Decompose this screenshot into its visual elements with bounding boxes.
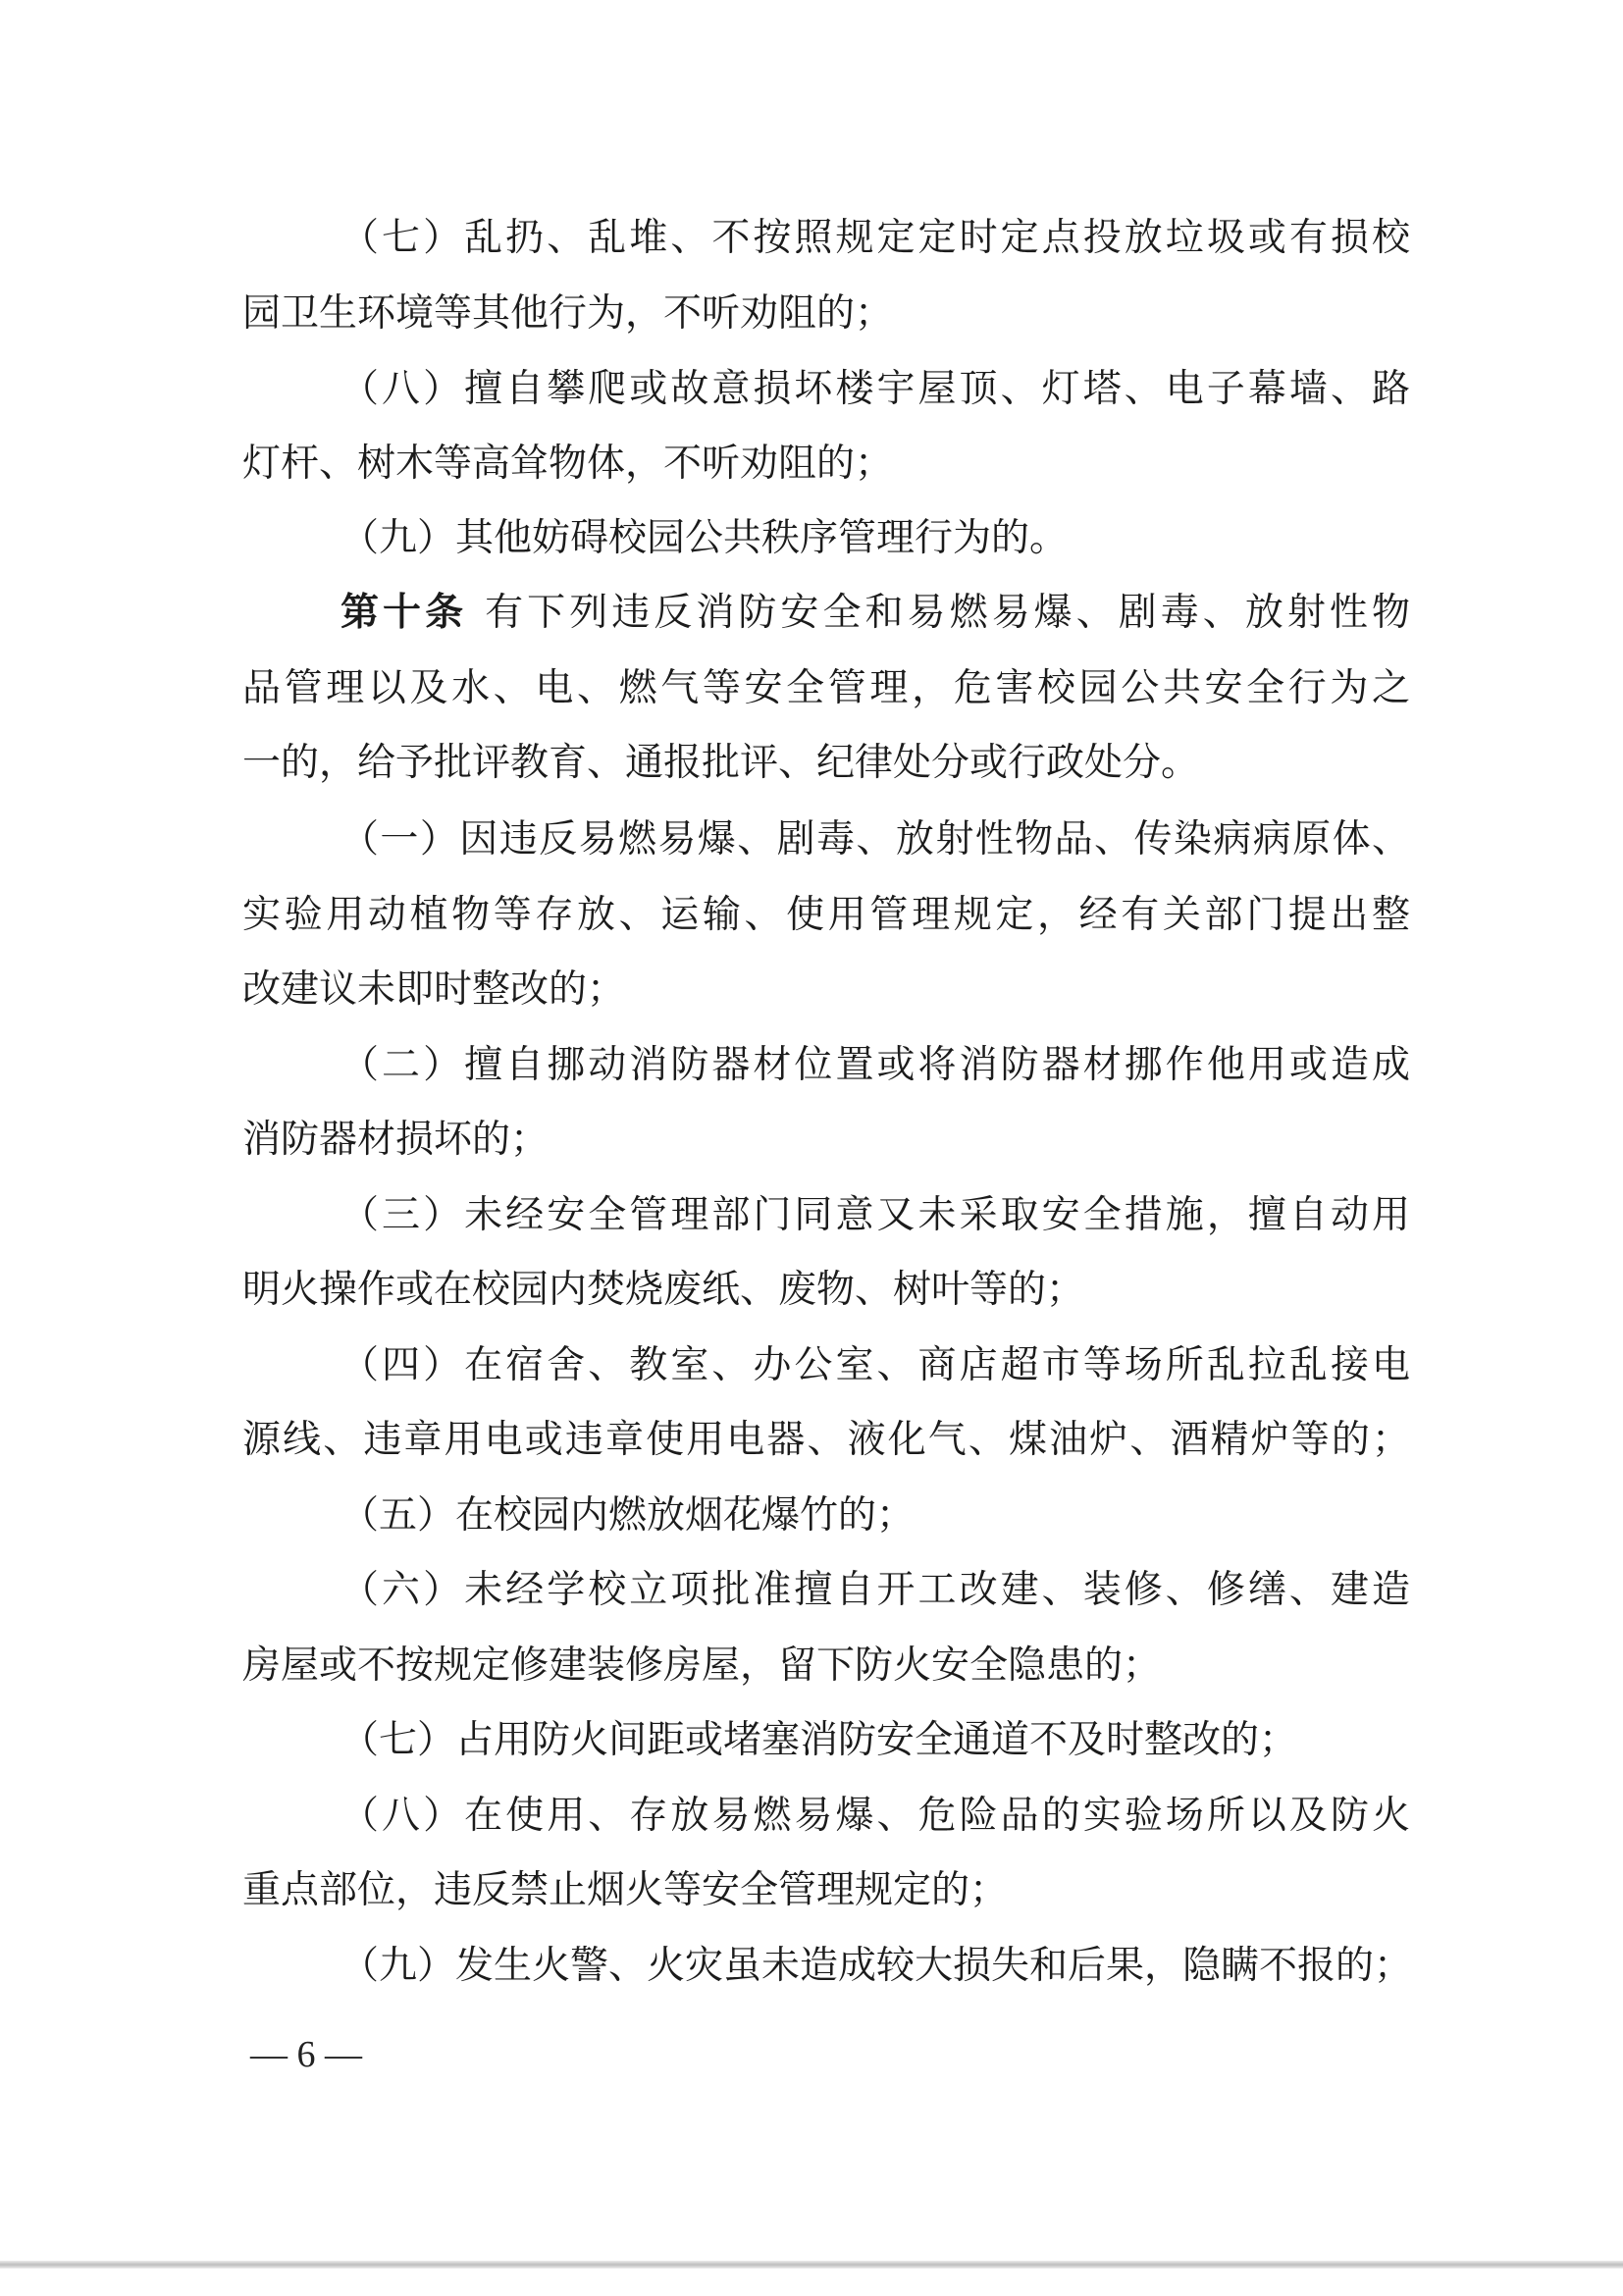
clause-line: 灯杆、树木等高耸物体，不听劝阻的；	[242, 442, 894, 486]
clause-line: （八）擅自攀爬或故意损坏楼宇屋顶、灯塔、电子幕墙、路	[340, 367, 1410, 411]
clause-line: （七）乱扔、乱堆、不按照规定定时定点投放垃圾或有损校	[340, 216, 1410, 260]
article-text: 有下列违反消防安全和易燃易爆、剧毒、放射性物	[485, 591, 1410, 635]
clause-line: 明火操作或在校园内焚烧废纸、废物、树叶等的；	[242, 1268, 1085, 1312]
clause-line: 重点部位，违反禁止烟火等安全管理规定的；	[242, 1868, 1009, 1912]
clause-line: 改建议未即时整改的；	[242, 967, 626, 1012]
article-heading: 第十条	[340, 591, 468, 635]
clause-line: （三）未经安全管理部门同意又未采取安全措施，擅自动用	[340, 1193, 1410, 1237]
clause-line: 房屋或不按规定修建装修房屋，留下防火安全隐患的；	[242, 1644, 1162, 1688]
clause-line: （七）占用防火间距或堵塞消防安全通道不及时整改的；	[340, 1718, 1298, 1762]
article-line: 一的，给予批评教育、通报批评、纪律处分或行政处分。	[242, 741, 1200, 785]
clause-line: 源线、违章用电或违章使用电器、液化气、煤油炉、酒精炉等的；	[242, 1418, 1410, 1462]
clause-line: 园卫生环境等其他行为，不听劝阻的；	[242, 291, 894, 336]
clause-line: 消防器材损坏的；	[242, 1118, 550, 1162]
clause-line: （九）其他妨碍校园公共秩序管理行为的。	[340, 516, 1069, 560]
page-number: — 6 —	[250, 2034, 362, 2075]
article-line: 品管理以及水、电、燃气等安全管理，危害校园公共安全行为之	[242, 666, 1410, 710]
scan-edge	[0, 2261, 1623, 2269]
clause-line: （一）因违反易燃易爆、剧毒、放射性物品、传染病病原体、	[340, 817, 1410, 861]
clause-line: （四）在宿舍、教室、办公室、商店超市等场所乱拉乱接电	[340, 1343, 1410, 1387]
article-heading-line	[340, 576, 1410, 651]
clause-line: （九）发生火警、火灾虽未造成较大损失和后果，隐瞒不报的；	[340, 1944, 1413, 1988]
clause-line: （六）未经学校立项批准擅自开工改建、装修、修缮、建造	[340, 1568, 1410, 1612]
clause-line: 实验用动植物等存放、运输、使用管理规定，经有关部门提出整	[242, 893, 1410, 937]
clause-line: （五）在校园内燃放烟花爆竹的；	[340, 1493, 916, 1538]
clause-line: （八）在使用、存放易燃易爆、危险品的实验场所以及防火	[340, 1794, 1410, 1838]
clause-line: （二）擅自挪动消防器材位置或将消防器材挪作他用或造成	[340, 1043, 1410, 1087]
